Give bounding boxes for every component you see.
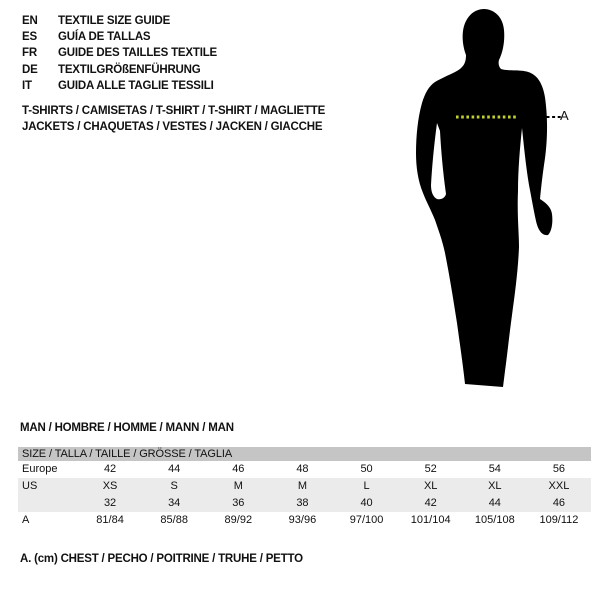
row-label	[18, 495, 78, 512]
size-cell: 56	[552, 463, 566, 475]
size-cell: S	[170, 480, 178, 492]
size-cell: 44	[488, 497, 501, 509]
category-lines	[22, 104, 325, 135]
size-cell: 46	[232, 463, 245, 475]
language-guide-list	[22, 13, 217, 94]
table-row-chest-a	[18, 512, 591, 529]
size-cell: 42	[424, 497, 437, 509]
row-label: A	[22, 514, 30, 526]
language-label: GUÍA DE TALLAS	[58, 31, 151, 44]
man-silhouette-figure	[405, 5, 580, 395]
size-cell: 101/104	[410, 514, 451, 526]
size-cell: 52	[424, 463, 437, 475]
size-cell: 46	[552, 497, 566, 509]
size-cell: L	[363, 480, 370, 492]
footnote-chest: A. (cm) CHEST / PECHO / POITRINE / TRUHE / PETTO	[20, 553, 303, 565]
language-row	[22, 62, 217, 78]
size-cell: 42	[103, 463, 117, 475]
size-cell: 40	[360, 497, 373, 509]
language-code: DE	[22, 63, 38, 76]
size-cell: 97/100	[349, 514, 384, 526]
language-row	[22, 78, 217, 94]
language-code: FR	[22, 47, 37, 60]
language-code: EN	[22, 15, 38, 27]
language-code: ES	[22, 31, 37, 44]
language-row	[22, 29, 217, 45]
size-cell: XXL	[548, 480, 570, 492]
row-label: US	[22, 480, 38, 492]
size-cell: 81/84	[96, 514, 124, 526]
size-table-header: SIZE / TALLA / TAILLE / GRÖSSE / TAGLIA	[18, 447, 591, 461]
table-row-us	[18, 478, 591, 495]
size-cell: 93/96	[288, 514, 317, 526]
size-cell: 109/112	[539, 514, 579, 526]
size-cell: 36	[232, 497, 245, 509]
category-line-tshirts: T-SHIRTS / CAMISETAS / T-SHIRT / T-SHIRT / MAGLIETTE	[22, 105, 326, 117]
section-title-man: MAN / HOMBRE / HOMME / MANN / MAN	[20, 422, 234, 434]
table-row-numeric	[18, 495, 591, 512]
size-cell: 89/92	[224, 514, 253, 526]
size-cell: XL	[423, 480, 438, 492]
size-cell: XS	[102, 480, 118, 492]
table-row-europe	[18, 461, 591, 478]
size-cell: 44	[168, 463, 181, 475]
category-line-jackets: JACKETS / CHAQUETAS / VESTES / JACKEN / GIACCHE	[22, 120, 323, 133]
language-label: TEXTILE SIZE GUIDE	[58, 15, 171, 27]
language-code: IT	[22, 79, 32, 92]
language-row	[22, 45, 217, 61]
size-cell: M	[233, 480, 243, 492]
language-label: GUIDA ALLE TAGLIE TESSILI	[58, 79, 214, 92]
size-cell: 50	[360, 463, 373, 475]
size-cell: 54	[488, 463, 501, 475]
size-cell: 38	[296, 497, 309, 509]
size-cell: 34	[168, 497, 181, 509]
size-cell: 85/88	[160, 514, 188, 526]
size-cell: 48	[296, 463, 309, 475]
size-cell: M	[297, 480, 308, 492]
size-cell: 32	[103, 497, 117, 509]
size-cell: 105/108	[474, 514, 515, 526]
language-row	[22, 13, 217, 29]
language-label: GUIDE DES TAILLES TEXTILE	[58, 47, 217, 60]
size-cell: XL	[488, 480, 502, 492]
language-label: TEXTILGRÖßENFÜHRUNG	[58, 63, 201, 76]
size-table	[18, 447, 591, 529]
row-label: Europe	[22, 463, 58, 475]
measure-label-a: A	[560, 108, 569, 123]
